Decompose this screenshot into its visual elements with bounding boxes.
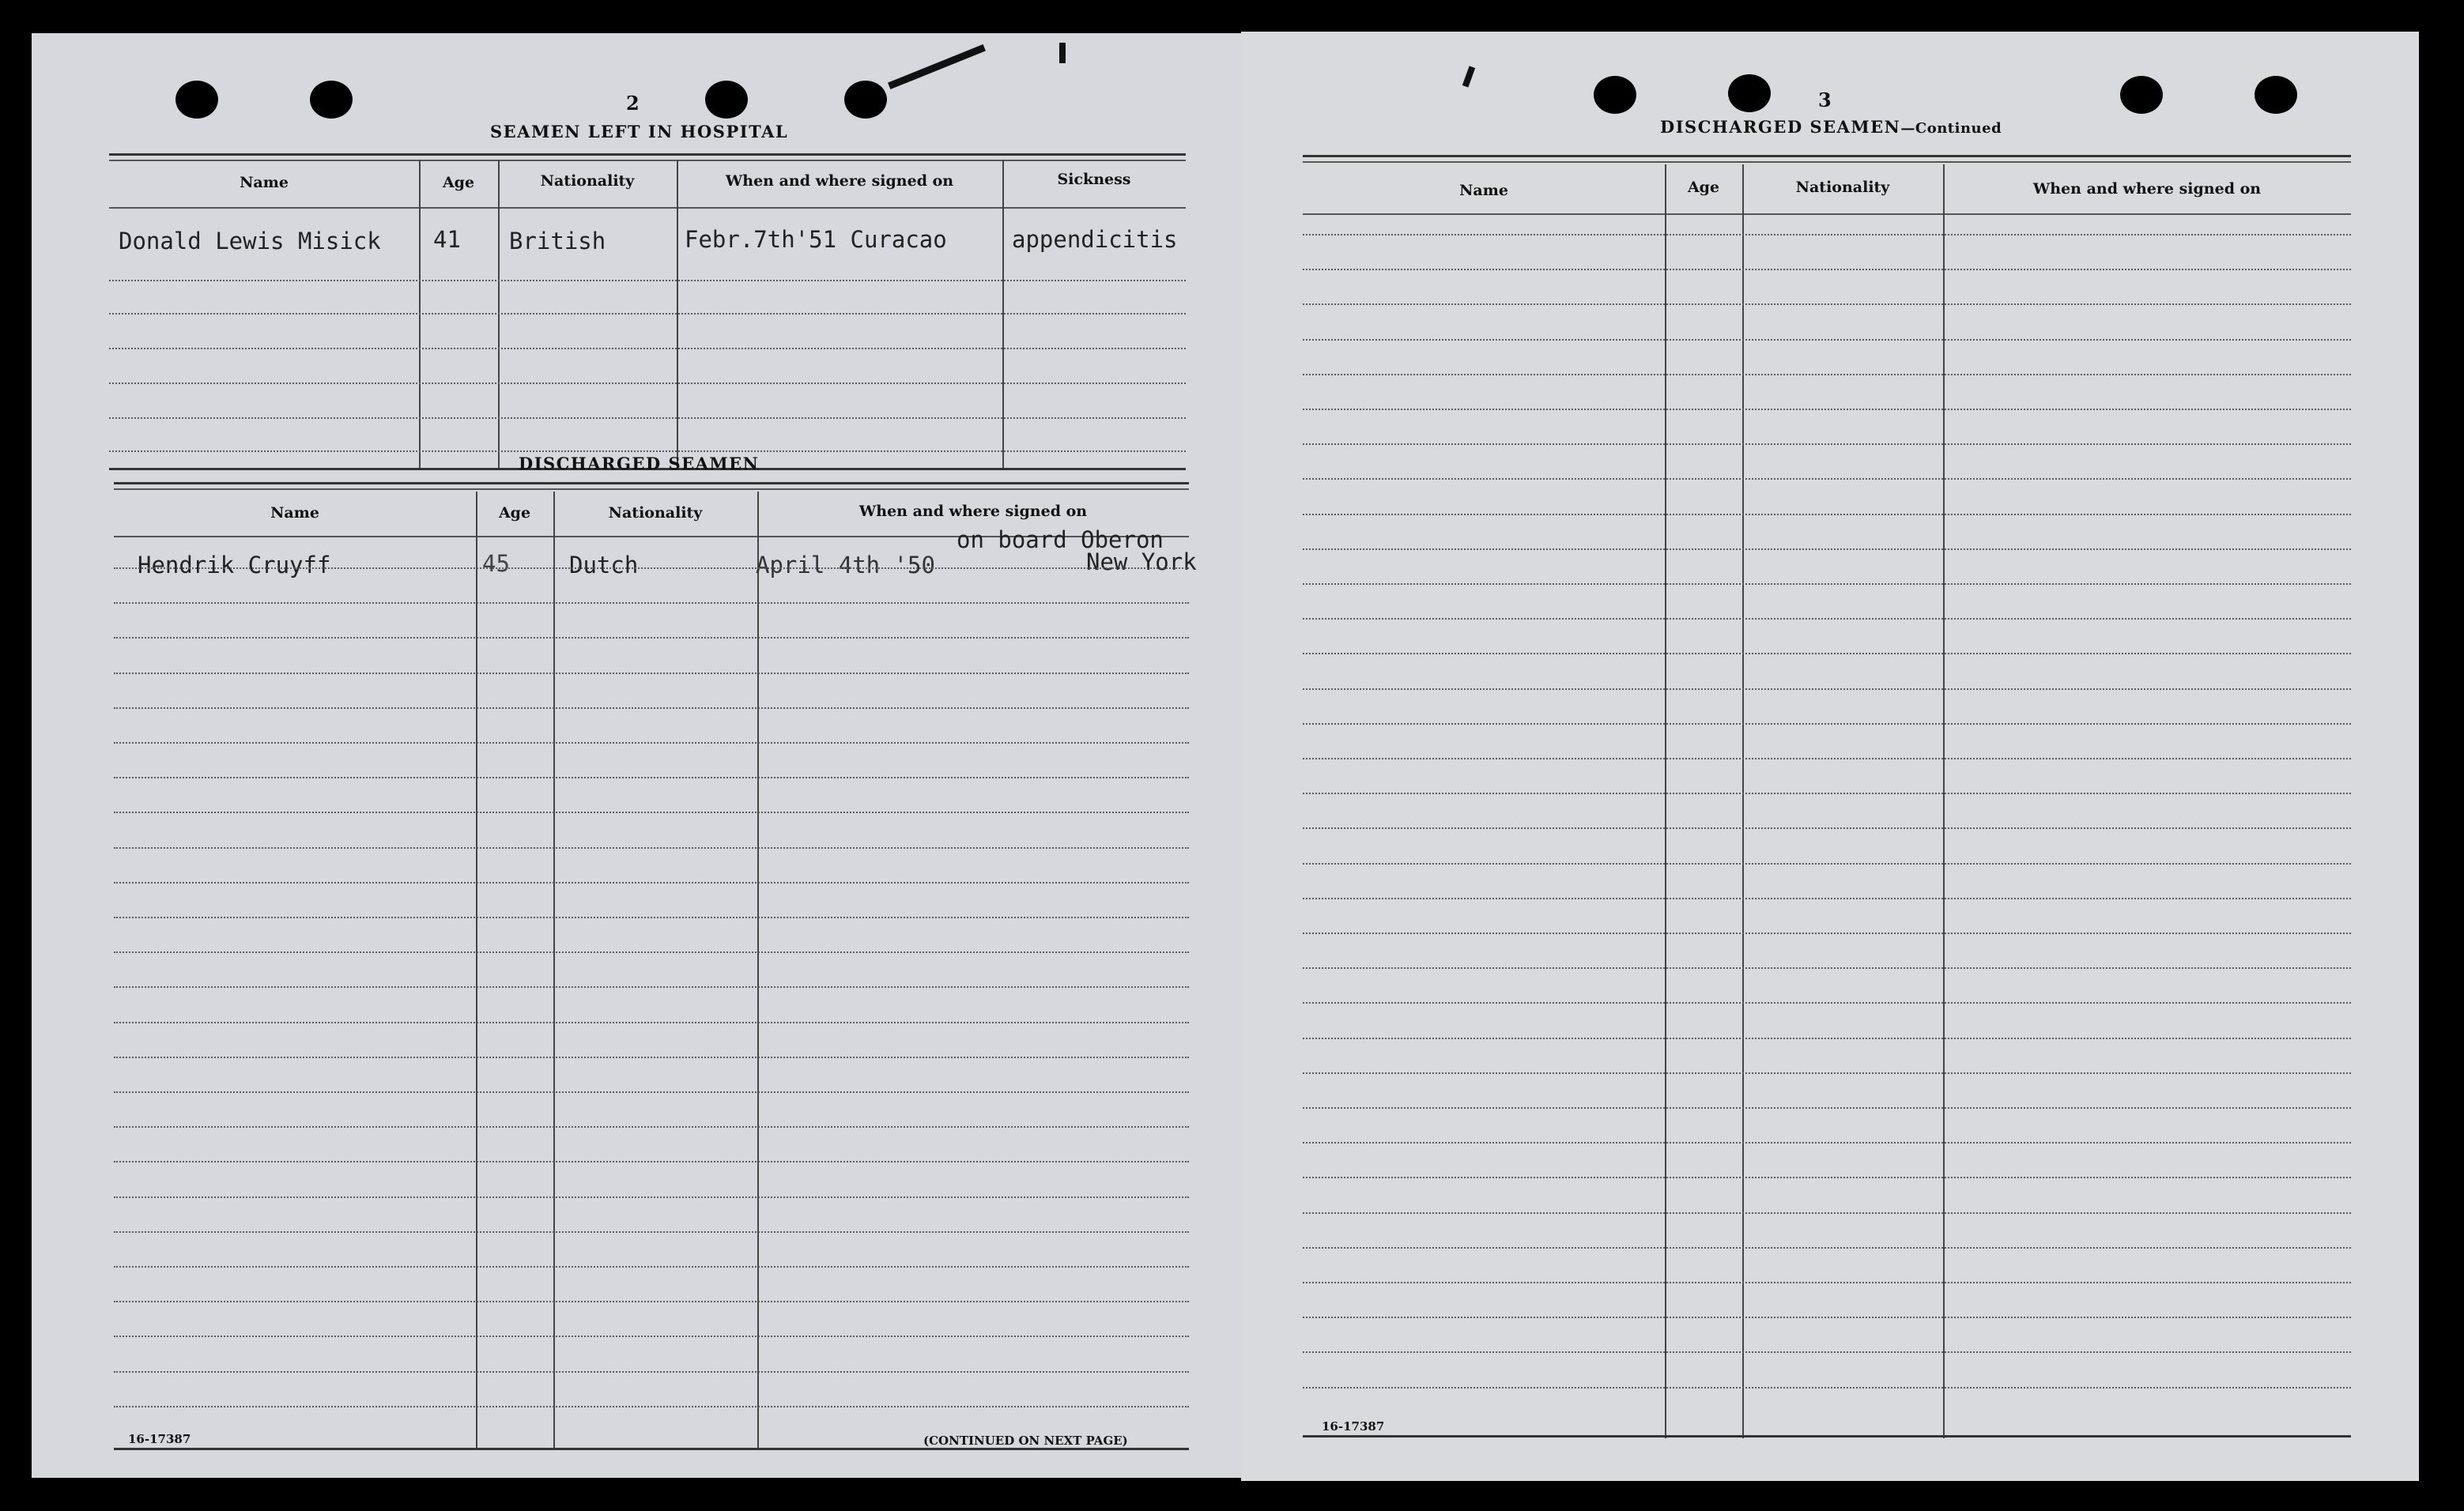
table-rule [109, 153, 1186, 156]
page-number: 3 [1818, 89, 1832, 111]
row-line [114, 602, 1189, 604]
column-header-nationality: Nationality [540, 172, 635, 190]
column-divider [677, 160, 678, 469]
table-rule [114, 488, 1189, 490]
row-line [1303, 1072, 2351, 1074]
ink-smudge [1462, 66, 1475, 87]
row-line [1303, 1142, 2351, 1144]
row-line [109, 348, 1186, 349]
form-number: 16-17387 [1322, 1419, 1385, 1434]
row-line [1303, 863, 2351, 865]
row-line [114, 1231, 1189, 1233]
column-divider [1002, 160, 1004, 469]
row-line [114, 1371, 1189, 1373]
punch-hole [2120, 76, 2163, 114]
column-header-nationality: Nationality [1795, 179, 1890, 196]
table-rule [1303, 155, 2351, 157]
row-line [1303, 478, 2351, 480]
row-line [114, 1266, 1189, 1268]
row-line [1303, 653, 2351, 654]
row-line [114, 742, 1189, 744]
row-line [1303, 1177, 2351, 1178]
row-line [1303, 374, 2351, 375]
row-line [1303, 688, 2351, 690]
column-header-name: Name [1459, 182, 1508, 199]
column-header-age: Age [1687, 179, 1720, 196]
row-line [114, 1022, 1189, 1023]
row-line [1303, 618, 2351, 620]
right-page [1241, 32, 2419, 1481]
row-line [114, 986, 1189, 988]
column-header-age: Age [498, 504, 531, 522]
punch-hole [2255, 76, 2297, 114]
row-line [1303, 1212, 2351, 1214]
typed-signed-on: April 4th '50 [756, 552, 935, 578]
row-line [1303, 1038, 2351, 1039]
discharged-continued-title [1660, 117, 2002, 137]
row-line [1303, 758, 2351, 759]
row-line [1303, 1317, 2351, 1318]
row-line [109, 280, 1186, 281]
column-header-name: Name [270, 504, 319, 522]
typed-name: Donald Lewis Misick [119, 228, 381, 254]
column-header-signed-on: When and where signed on [858, 503, 1088, 520]
punch-hole [1728, 74, 1771, 112]
row-line [114, 1091, 1189, 1093]
table-rule [1303, 1435, 2351, 1438]
table-rule [109, 207, 1186, 209]
typed-age: 45 [482, 550, 510, 577]
typed-sickness: appendicitis [1012, 226, 1178, 253]
row-line [114, 1057, 1189, 1058]
column-header-name: Name [240, 174, 289, 191]
title-main: DISCHARGED SEAMEN [1660, 117, 1901, 137]
ink-smudge [888, 44, 986, 89]
column-divider [498, 160, 500, 469]
row-line [1303, 967, 2351, 969]
row-line [109, 450, 1186, 452]
row-line [114, 777, 1189, 778]
table-rule [1303, 161, 2351, 163]
row-line [1303, 583, 2351, 585]
punch-hole [1594, 76, 1636, 114]
column-header-signed-on: When and where signed on [725, 172, 954, 190]
row-line [114, 707, 1189, 709]
row-line [114, 1126, 1189, 1128]
column-divider [476, 492, 477, 1449]
punch-hole [705, 81, 748, 119]
row-line [114, 1406, 1189, 1407]
row-line [114, 951, 1189, 953]
table-rule [1303, 213, 2351, 215]
column-header-age: Age [442, 174, 475, 191]
row-line [1303, 793, 2351, 794]
row-line [1303, 1107, 2351, 1109]
row-line [1303, 269, 2351, 270]
row-line [1303, 548, 2351, 550]
row-line [1303, 1351, 2351, 1353]
row-line [114, 812, 1189, 813]
row-line [114, 1196, 1189, 1198]
row-line [1303, 1247, 2351, 1249]
punch-hole [844, 81, 887, 119]
row-line [1303, 723, 2351, 725]
form-number: 16-17387 [128, 1432, 191, 1446]
typed-signed-on-note: New York [1086, 548, 1197, 575]
left-page [32, 33, 1241, 1478]
column-divider [553, 492, 555, 1449]
row-line [114, 1336, 1189, 1337]
row-line [114, 1161, 1189, 1162]
row-line [1303, 1282, 2351, 1283]
column-header-sickness: Sickness [1057, 171, 1131, 188]
row-line [114, 882, 1189, 884]
row-line [1303, 898, 2351, 899]
row-line [109, 382, 1186, 384]
row-line [1303, 827, 2351, 829]
ink-smudge [1059, 43, 1066, 63]
row-line [114, 673, 1189, 674]
typed-signed-on-note: on board Oberon [957, 526, 1164, 553]
row-line [1303, 1002, 2351, 1004]
row-line [1303, 1387, 2351, 1389]
row-line [1303, 933, 2351, 934]
typed-signed-on: Febr.7th'51 Curacao [685, 226, 947, 253]
typed-nationality: British [509, 228, 606, 254]
typed-name: Hendrik Cruyff [138, 552, 331, 578]
row-line [114, 847, 1189, 849]
row-line [114, 1301, 1189, 1302]
row-line [109, 417, 1186, 419]
table-rule [109, 160, 1186, 161]
table-rule [114, 482, 1189, 484]
punch-hole [310, 81, 353, 119]
row-line [114, 567, 1189, 569]
row-line [1303, 514, 2351, 515]
punch-hole [175, 81, 218, 119]
row-line [109, 313, 1186, 315]
table-rule [114, 1448, 1189, 1450]
row-line [1303, 443, 2351, 445]
hospital-section-title: SEAMEN LEFT IN HOSPITAL [490, 122, 789, 141]
row-line [1303, 303, 2351, 305]
title-suffix: —Continued [1900, 120, 2002, 137]
row-line [1303, 339, 2351, 341]
page-number: 2 [626, 92, 640, 115]
continued-note: (CONTINUED ON NEXT PAGE) [923, 1434, 1128, 1448]
row-line [1303, 234, 2351, 236]
column-header-signed-on: When and where signed on [2032, 180, 2262, 198]
typed-age: 41 [433, 226, 461, 253]
column-divider [757, 492, 759, 1449]
row-line [1303, 409, 2351, 410]
discharged-section-title: DISCHARGED SEAMEN [519, 454, 760, 473]
typed-nationality: Dutch [569, 552, 639, 578]
row-line [114, 917, 1189, 918]
column-divider [419, 160, 421, 469]
column-header-nationality: Nationality [608, 504, 703, 522]
row-line [114, 637, 1189, 639]
